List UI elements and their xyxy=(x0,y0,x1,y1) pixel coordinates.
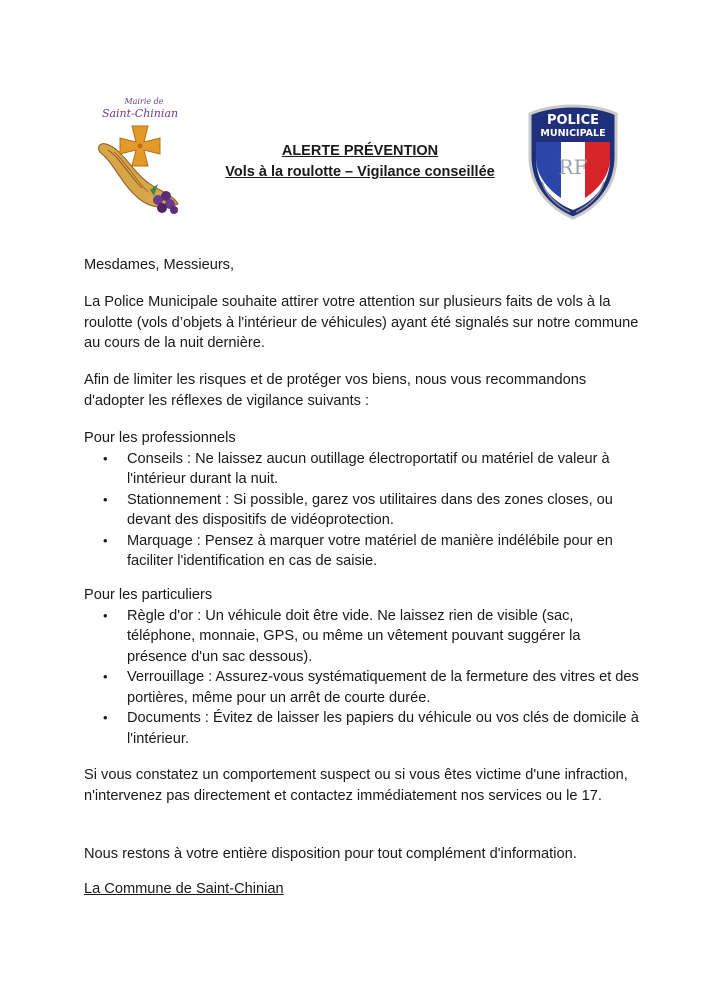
list-item-text: Stationnement : Si possible, garez vos utilitaires dans des zones closes, ou devant des dispositifs de vidéoprotection. xyxy=(127,491,613,528)
bullet-icon: • xyxy=(103,450,108,466)
individuals-list xyxy=(84,606,644,750)
list-item xyxy=(84,490,644,531)
shield-monogram: RF xyxy=(558,155,588,179)
alert-title-line1: ALERTE PRÉVENTION xyxy=(281,143,439,159)
bullet-icon: • xyxy=(103,491,108,507)
greeting: Mesdames, Messieurs, xyxy=(84,257,235,273)
police-municipale-shield-logo xyxy=(526,102,620,222)
professionals-list xyxy=(84,449,644,572)
suspect-paragraph: Si vous constatez un comportement suspect ou si vous êtes victime d'une infraction, n'intervenez pas directement et contactez immédiatement nos services ou le 17. xyxy=(84,767,628,804)
bullet-icon: • xyxy=(103,532,108,548)
alert-title-line2: Vols à la roulotte – Vigilance conseillée xyxy=(225,164,495,180)
shield-police-text: POLICE xyxy=(546,113,600,128)
list-item-text: Marquage : Pensez à marquer votre matériel de manière indélébile pour en faciliter l'identification en cas de saisie. xyxy=(127,532,613,569)
list-item-text: Règle d'or : Un véhicule doit être vide. Ne laissez rien de visible (sac, téléphone, monnaie, GPS, ou même un vêtement pouvant suggérer la présence d'un sac dessous). xyxy=(127,607,581,665)
bullet-icon: • xyxy=(103,710,108,725)
list-item xyxy=(84,708,644,749)
list-item xyxy=(84,606,644,668)
list-item-text: Documents : Évitez de laisser les papiers du véhicule ou vos clés de domicile à l'intérieur. xyxy=(127,710,639,747)
list-item-text: Verrouillage : Assurez-vous systématiquement de la fermeture des vitres et des portières, même pour un arrêt de courte durée. xyxy=(127,669,639,706)
professionals-title: Pour les professionnels xyxy=(84,430,236,446)
advice-paragraph: Afin de limiter les risques et de protéger vos biens, nous vous recommandons d'adopter les réflexes de vigilance suivants : xyxy=(84,372,587,409)
list-item xyxy=(84,449,644,490)
individuals-section xyxy=(84,585,644,749)
bullet-icon: • xyxy=(103,607,108,623)
logo-mairie-text: Mairie de xyxy=(124,97,164,106)
shield-municipale-text: MUNICIPALE xyxy=(540,128,606,139)
individuals-title: Pour les particuliers xyxy=(84,587,213,603)
saint-chinian-logo xyxy=(92,92,188,218)
alert-title xyxy=(210,141,510,183)
professionals-section xyxy=(84,428,644,572)
list-item xyxy=(84,667,644,708)
signature: La Commune de Saint-Chinian xyxy=(84,881,284,897)
closing-paragraph: Nous restons à votre entière disposition pour tout complément d'information. xyxy=(84,846,577,862)
logo-town-name: Saint-Chinian xyxy=(101,107,179,120)
intro-paragraph: La Police Municipale souhaite attirer votre attention sur plusieurs faits de vols à la roulotte (vols d’objets à l'intérieur de véhicules) ayant été signalés sur notre commune au cours de la nuit dernière. xyxy=(84,294,639,351)
list-item-text: Conseils : Ne laissez aucun outillage électroportatif ou matériel de valeur à l'intérieur durant la nuit. xyxy=(127,450,610,487)
list-item xyxy=(84,531,644,572)
bullet-icon: • xyxy=(103,669,108,684)
